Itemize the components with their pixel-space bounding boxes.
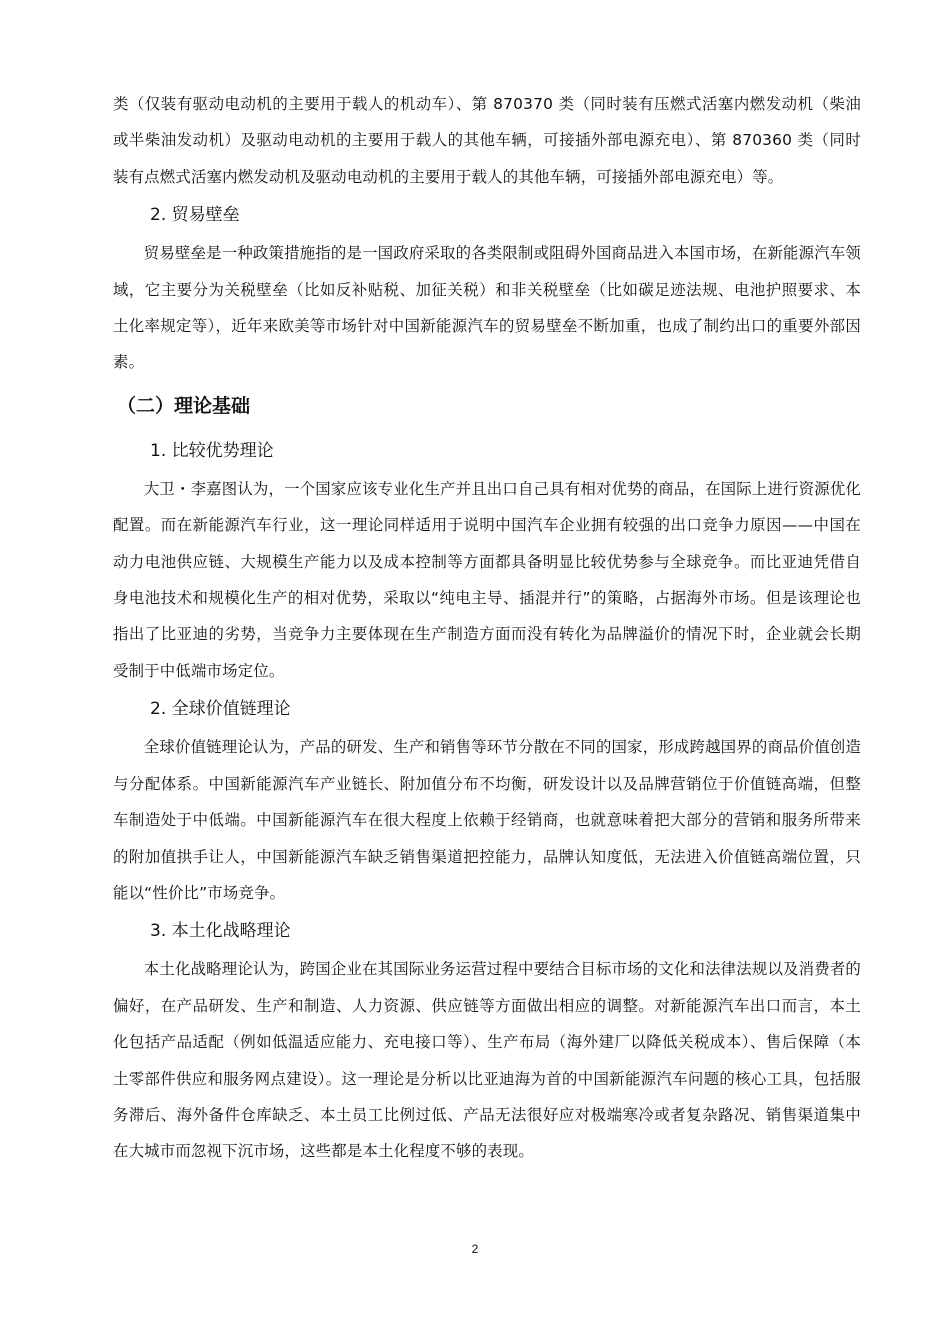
heading-localization-strategy: 3. 本土化战略理论 xyxy=(150,921,291,942)
heading-theoretical-basis: （二）理论基础 xyxy=(117,394,251,417)
paragraph-comparative-advantage: 大卫・李嘉图认为，一个国家应该专业化生产并且出口自己具有相对优势的商品，在国际上进行资源优化配置。而在新能源汽车行业，这一理论同样适用于说明中国汽车企业拥有较强的出口竞争力原因——中国在动力电池供应链、大规模生产能力以及成本控制等方面都具备明显比较优势参与全球竞争。而比亚迪凭借自身电池技术和规模化生产的相对优势，采取以“纯电主导、插混并行”的策略，占据海外市场。但是该理论也指出了比亚迪的劣势，当竞争力主要体现在生产制造方面而没有转化为品牌溢价的情况下时，企业就会长期受制于中低端市场定位。 xyxy=(113,479,861,680)
heading-global-value-chain: 2. 全球价值链理论 xyxy=(150,699,291,720)
heading-trade-barriers: 2. 贸易壁垒 xyxy=(150,205,240,226)
heading-comparative-advantage: 1. 比较优势理论 xyxy=(150,440,274,461)
paragraph-customs-codes: 类（仅装有驱动电动机的主要用于载人的机动车）、第 870370 类（同时装有压燃式活塞内燃发动机（柴油或半柴油发动机）及驱动电动机的主要用于载人的其他车辆，可接插外部电源充电）、第 870360 类（同时装有点燃式活塞内燃发动机及驱动电动机的主要用于载人的其他车辆，可接插外部电源充电）等。 xyxy=(113,95,861,186)
paragraph-localization-strategy: 本土化战略理论认为，跨国企业在其国际业务运营过程中要结合目标市场的文化和法律法规以及消费者的偏好，在产品研发、生产和制造、人力资源、供应链等方面做出相应的调整。对新能源汽车出口而言，本土化包括产品适配（例如低温适应能力、充电接口等）、生产布局（海外建厂以降低关税成本）、售后保障（本土零部件供应和服务网点建设）。这一理论是分析以比亚迪海为首的中国新能源汽车问题的核心工具，包括服务滞后、海外备件仓库缺乏、本土员工比例过低、产品无法很好应对极端寒冷或者复杂路况、销售渠道集中在大城市而忽视下沉市场，这些都是本土化程度不够的表现。 xyxy=(113,960,861,1161)
page-number: 2 xyxy=(471,1242,479,1256)
paragraph-trade-barriers: 贸易壁垒是一种政策措施指的是一国政府采取的各类限制或阻碍外国商品进入本国市场，在新能源汽车领域，它主要分为关税壁垒（比如反补贴税、加征关税）和非关税壁垒（比如碳足迹法规、电池护照要求、本土化率规定等），近年来欧美等市场针对中国新能源汽车的贸易壁垒不断加重，也成了制约出口的重要外部因素。 xyxy=(113,244,861,372)
paragraph-global-value-chain: 全球价值链理论认为，产品的研发、生产和销售等环节分散在不同的国家，形成跨越国界的商品价值创造与分配体系。中国新能源汽车产业链长、附加值分布不均衡，研发设计以及品牌营销位于价值链高端，但整车制造处于中低端。中国新能源汽车在很大程度上依赖于经销商，也就意味着把大部分的营销和服务所带来的附加值拱手让人，中国新能源汽车缺乏销售渠道把控能力，品牌认知度低，无法进入价值链高端位置，只能以“性价比”市场竞争。 xyxy=(113,738,861,902)
page-content xyxy=(113,86,861,1170)
